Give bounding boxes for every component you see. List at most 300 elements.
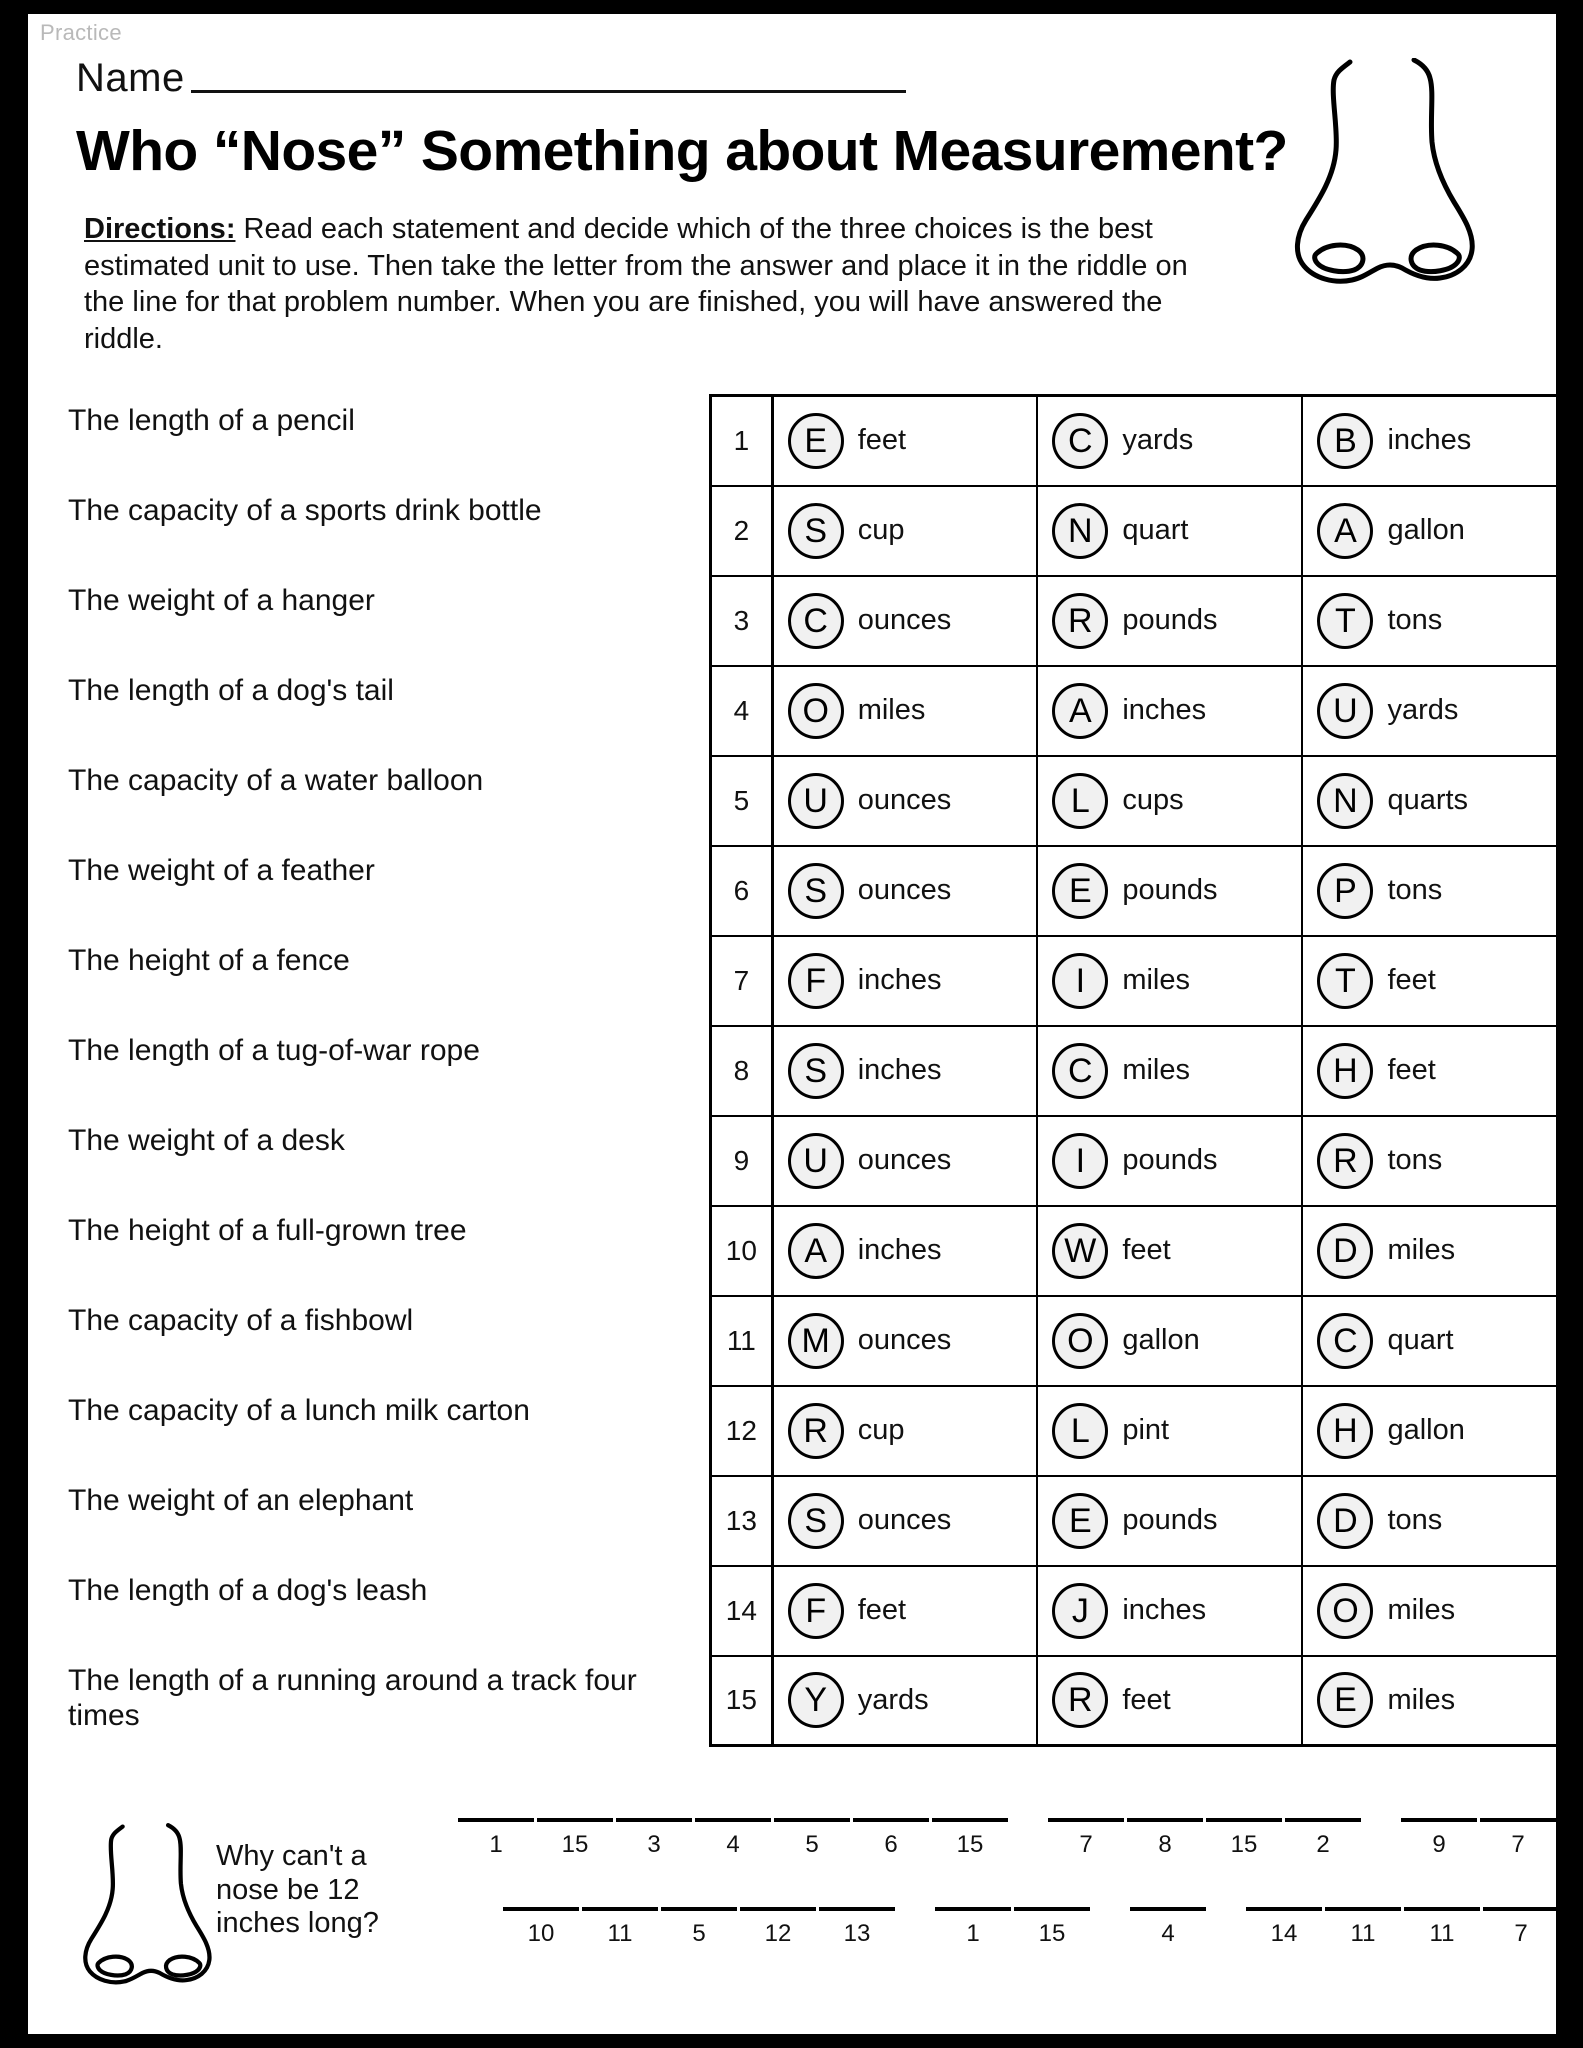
answer-option-cell[interactable] <box>1302 936 1556 1026</box>
problem-number: 15 <box>711 1656 773 1746</box>
directions-label: Directions: <box>84 213 236 245</box>
answer-letter-bubble[interactable]: I <box>1052 953 1108 1009</box>
answer-unit-label: tons <box>1387 1504 1443 1536</box>
nose-illustration-bottom <box>80 1814 215 2004</box>
riddle-blank-line[interactable] <box>616 1818 692 1822</box>
answer-option-cell[interactable] <box>1302 576 1556 666</box>
answer-unit-label: pounds <box>1122 604 1218 636</box>
answer-option-cell[interactable] <box>1037 1116 1302 1206</box>
answer-option-cell[interactable] <box>1037 1476 1302 1566</box>
answer-letter-bubble[interactable]: C <box>788 593 844 649</box>
answer-letter-bubble[interactable]: S <box>788 863 844 919</box>
answer-option[interactable] <box>774 413 1037 469</box>
problem-number: 4 <box>711 666 773 756</box>
riddle-blank-line[interactable] <box>1206 1818 1282 1822</box>
answer-letter-bubble[interactable]: N <box>1317 773 1373 829</box>
answer-unit-label: ounces <box>857 1144 952 1176</box>
problem-number: 6 <box>711 846 773 936</box>
answer-unit-label: pounds <box>1122 1504 1218 1536</box>
answer-letter-bubble[interactable]: R <box>1317 1133 1373 1189</box>
answer-letter-bubble[interactable]: E <box>1052 1493 1108 1549</box>
answer-option-cell[interactable] <box>772 1296 1037 1386</box>
riddle-blank[interactable] <box>932 1818 1008 1859</box>
answer-option[interactable] <box>1038 1583 1301 1639</box>
answer-unit-label: pounds <box>1122 1144 1218 1176</box>
riddle-blank[interactable] <box>582 1907 658 1948</box>
answer-unit-label: inches <box>857 964 942 996</box>
answer-letter-bubble[interactable]: M <box>788 1313 844 1369</box>
riddle-blank[interactable] <box>1127 1818 1203 1859</box>
answer-option[interactable] <box>1303 1403 1556 1459</box>
answer-option-cell[interactable] <box>772 1476 1037 1566</box>
answer-option[interactable] <box>774 593 1037 649</box>
answer-letter-bubble[interactable]: S <box>788 1493 844 1549</box>
answer-option-cell[interactable] <box>1302 1566 1556 1656</box>
riddle-blank-line[interactable] <box>935 1907 1011 1911</box>
answer-option[interactable] <box>1303 593 1556 649</box>
answer-option-cell[interactable] <box>1302 1386 1556 1476</box>
riddle-blank-line[interactable] <box>582 1907 658 1911</box>
statement-item: The length of a pencil <box>68 404 355 437</box>
answer-option-cell[interactable] <box>772 846 1037 936</box>
table-row <box>711 756 1557 846</box>
answer-option-cell[interactable] <box>1302 1296 1556 1386</box>
answer-letter-bubble[interactable]: S <box>788 503 844 559</box>
answer-unit-label: feet <box>857 1594 907 1626</box>
riddle-blank-number: 5 <box>805 1831 819 1858</box>
answer-option[interactable] <box>1038 1043 1301 1099</box>
riddle-word-group <box>458 1818 1011 1859</box>
answer-option-cell[interactable] <box>1037 1296 1302 1386</box>
answer-option-cell[interactable] <box>1037 1386 1302 1476</box>
answer-option[interactable] <box>1038 1672 1301 1728</box>
answer-option-cell[interactable] <box>772 1566 1037 1656</box>
answer-option[interactable] <box>1303 863 1556 919</box>
answer-letter-bubble[interactable]: A <box>788 1223 844 1279</box>
answer-option-cell[interactable] <box>1302 486 1556 576</box>
riddle-blank[interactable] <box>537 1818 613 1859</box>
answer-option-cell[interactable] <box>772 666 1037 756</box>
statement-item: The height of a full-grown tree <box>68 1214 467 1247</box>
riddle-blank-line[interactable] <box>1285 1818 1361 1822</box>
answer-option[interactable] <box>774 1043 1037 1099</box>
statement-item: The weight of an elephant <box>68 1484 414 1517</box>
answer-letter-bubble[interactable]: B <box>1317 413 1373 469</box>
riddle-blank-line[interactable] <box>537 1818 613 1822</box>
answer-option[interactable] <box>1038 1313 1301 1369</box>
answer-option[interactable] <box>1038 863 1301 919</box>
answer-letter-bubble[interactable]: D <box>1317 1493 1373 1549</box>
riddle-blank-number: 11 <box>1429 1920 1455 1947</box>
answer-letter-bubble[interactable]: I <box>1052 1133 1108 1189</box>
answer-choice-body <box>711 396 1557 1746</box>
answer-letter-bubble[interactable]: O <box>1317 1583 1373 1639</box>
riddle-blank-number: 4 <box>1161 1920 1175 1947</box>
riddle-blank[interactable] <box>774 1818 850 1859</box>
answer-letter-bubble[interactable]: P <box>1317 863 1373 919</box>
riddle-blank-line[interactable] <box>1480 1818 1556 1822</box>
answer-option[interactable] <box>1303 1223 1556 1279</box>
riddle-blank[interactable] <box>853 1818 929 1859</box>
answer-option[interactable] <box>1038 683 1301 739</box>
answer-option[interactable] <box>774 503 1037 559</box>
answer-unit-label: feet <box>1387 1054 1436 1086</box>
riddle-blank[interactable] <box>1246 1907 1322 1948</box>
answer-unit-label: tons <box>1387 604 1443 636</box>
table-row <box>711 576 1557 666</box>
answer-unit-label: feet <box>1122 1234 1171 1266</box>
answer-letter-bubble[interactable]: C <box>1052 1043 1108 1099</box>
answer-letter-bubble[interactable]: U <box>1317 683 1373 739</box>
riddle-blank-number: 15 <box>561 1831 589 1858</box>
statement-item: The capacity of a fishbowl <box>68 1304 414 1337</box>
statement-item: The length of a running around a track four times <box>68 1664 637 1733</box>
answer-option[interactable] <box>774 773 1037 829</box>
riddle-blank[interactable] <box>1014 1907 1090 1948</box>
table-row <box>711 1566 1557 1656</box>
answer-option[interactable] <box>1038 1403 1301 1459</box>
answer-unit-label: cup <box>857 514 905 546</box>
answer-letter-bubble[interactable]: O <box>1052 1313 1108 1369</box>
answer-option[interactable] <box>774 1583 1037 1639</box>
table-row <box>711 486 1557 576</box>
answer-unit-label: yards <box>1387 694 1459 726</box>
riddle-question: Why can't a nose be 12 inches long? <box>216 1840 379 1940</box>
answer-unit-label: quart <box>1387 1324 1454 1356</box>
riddle-blank-line[interactable] <box>458 1818 534 1822</box>
answer-option-cell[interactable] <box>1037 396 1302 486</box>
nose-illustration-top <box>1290 58 1480 298</box>
answer-letter-bubble[interactable]: F <box>788 953 844 1009</box>
answer-option-cell[interactable] <box>1302 1026 1556 1116</box>
problem-number: 13 <box>711 1476 773 1566</box>
riddle-blank[interactable] <box>1401 1818 1477 1859</box>
riddle-blank-line[interactable] <box>1483 1907 1556 1911</box>
name-row <box>76 56 906 101</box>
answer-letter-bubble[interactable]: S <box>788 1043 844 1099</box>
statement-item: The weight of a desk <box>68 1124 345 1157</box>
riddle-blank-line[interactable] <box>1130 1907 1206 1911</box>
answer-letter-bubble[interactable]: H <box>1317 1043 1373 1099</box>
answer-option[interactable] <box>774 1223 1037 1279</box>
riddle-blank[interactable] <box>616 1818 692 1859</box>
answer-option[interactable] <box>774 1672 1037 1728</box>
answer-option-cell[interactable] <box>772 1656 1037 1746</box>
answer-unit-label: quarts <box>1387 784 1469 816</box>
answer-option[interactable] <box>1303 1672 1556 1728</box>
answer-option-cell[interactable] <box>772 486 1037 576</box>
riddle-blank-line[interactable] <box>1404 1907 1480 1911</box>
problem-number: 7 <box>711 936 773 1026</box>
answer-option[interactable] <box>1038 1223 1301 1279</box>
answer-letter-bubble[interactable]: W <box>1052 1223 1108 1279</box>
answer-option[interactable] <box>1303 1133 1556 1189</box>
practice-tag: Practice <box>40 20 122 45</box>
answer-option[interactable] <box>774 863 1037 919</box>
riddle-blank-line[interactable] <box>1401 1818 1477 1822</box>
answer-letter-bubble[interactable]: F <box>788 1583 844 1639</box>
statement-item: The capacity of a water balloon <box>68 764 484 797</box>
answer-unit-label: gallon <box>1387 514 1465 546</box>
answer-unit-label: pounds <box>1122 874 1218 906</box>
answer-unit-label: miles <box>1387 1683 1456 1716</box>
riddle-blank[interactable] <box>458 1818 534 1859</box>
riddle-blank[interactable] <box>935 1907 1011 1948</box>
answer-letter-bubble[interactable]: L <box>1052 1403 1108 1459</box>
answer-letter-bubble[interactable]: U <box>788 773 844 829</box>
answer-option-cell[interactable] <box>1037 486 1302 576</box>
riddle-blank-number: 8 <box>1158 1831 1172 1858</box>
answer-option-cell[interactable] <box>772 756 1037 846</box>
answer-option-cell[interactable] <box>772 1206 1037 1296</box>
answer-unit-label: inches <box>1122 1594 1207 1626</box>
answer-option-cell[interactable] <box>1037 1656 1302 1746</box>
answer-letter-bubble[interactable]: R <box>1052 593 1108 649</box>
answer-unit-label: inches <box>1122 694 1207 726</box>
answer-option-cell[interactable] <box>772 1026 1037 1116</box>
riddle-blank-number: 15 <box>1230 1831 1258 1858</box>
riddle-blank-line[interactable] <box>661 1907 737 1911</box>
problem-number: 14 <box>711 1566 773 1656</box>
riddle-blank-number: 2 <box>1316 1831 1330 1858</box>
riddle-blank[interactable] <box>695 1818 771 1859</box>
answer-unit-label: gallon <box>1387 1414 1465 1446</box>
statement-item: The length of a dog's tail <box>68 674 394 707</box>
answer-option[interactable] <box>1038 413 1301 469</box>
riddle-word-group <box>503 1907 898 1948</box>
answer-unit-label: cup <box>857 1414 905 1446</box>
answer-option[interactable] <box>1038 773 1301 829</box>
riddle-blank-number: 11 <box>1350 1920 1376 1947</box>
answer-letter-bubble[interactable]: C <box>1317 1313 1373 1369</box>
answer-option-cell[interactable] <box>1037 846 1302 936</box>
riddle-blank[interactable] <box>1325 1907 1401 1948</box>
riddle-blank-line[interactable] <box>853 1818 929 1822</box>
answer-option-cell[interactable] <box>1302 756 1556 846</box>
statement-item: The height of a fence <box>68 944 350 977</box>
answer-letter-bubble[interactable]: A <box>1317 503 1373 559</box>
riddle-blank-number: 11 <box>607 1920 633 1947</box>
riddle-blank-number: 5 <box>692 1920 706 1947</box>
riddle-blank-line[interactable] <box>1127 1818 1203 1822</box>
worksheet-page <box>28 14 1556 2034</box>
riddle-blank-line[interactable] <box>774 1818 850 1822</box>
answer-letter-bubble[interactable]: R <box>1052 1672 1108 1728</box>
statement-item: The length of a dog's leash <box>68 1574 428 1607</box>
answer-option-cell[interactable] <box>1302 1116 1556 1206</box>
answer-option[interactable] <box>1038 593 1301 649</box>
answer-option[interactable] <box>1303 683 1556 739</box>
riddle-blank[interactable] <box>1130 1907 1206 1948</box>
answer-letter-bubble[interactable]: A <box>1052 683 1108 739</box>
answer-letter-bubble[interactable]: H <box>1317 1403 1373 1459</box>
riddle-blank-line[interactable] <box>819 1907 895 1911</box>
answer-unit-label: cups <box>1122 784 1184 816</box>
riddle-word-group <box>935 1907 1093 1948</box>
riddle-answer-area <box>458 1818 1556 1948</box>
riddle-blank-number: 9 <box>1432 1831 1446 1858</box>
riddle-blank-line[interactable] <box>503 1907 579 1911</box>
answer-unit-label: ounces <box>857 604 952 636</box>
problem-number: 12 <box>711 1386 773 1476</box>
answer-unit-label: miles <box>1387 1234 1456 1266</box>
riddle-blank[interactable] <box>661 1907 737 1948</box>
answer-unit-label: miles <box>1387 1594 1456 1626</box>
answer-unit-label: pint <box>1122 1414 1170 1446</box>
answer-option-cell[interactable] <box>1302 1476 1556 1566</box>
riddle-word-group <box>1246 1907 1556 1948</box>
table-row <box>711 396 1557 486</box>
answer-option[interactable] <box>1303 503 1556 559</box>
answer-option[interactable] <box>1038 503 1301 559</box>
riddle-blank[interactable] <box>1404 1907 1480 1948</box>
riddle-blank-number: 1 <box>966 1920 980 1947</box>
answer-letter-bubble[interactable]: N <box>1052 503 1108 559</box>
statement-item: The capacity of a lunch milk carton <box>68 1394 530 1427</box>
answer-option-cell[interactable] <box>1302 846 1556 936</box>
answer-letter-bubble[interactable]: E <box>1052 863 1108 919</box>
riddle-blank-number: 7 <box>1514 1920 1528 1947</box>
answer-option-cell[interactable] <box>1302 666 1556 756</box>
table-row <box>711 846 1557 936</box>
answer-option[interactable] <box>1303 1493 1556 1549</box>
problem-number: 10 <box>711 1206 773 1296</box>
answer-unit-label: tons <box>1387 874 1443 906</box>
riddle-blank[interactable] <box>1483 1907 1556 1948</box>
name-label: Name <box>76 56 185 100</box>
answer-option-cell[interactable] <box>772 936 1037 1026</box>
problem-number: 8 <box>711 1026 773 1116</box>
answer-option-cell[interactable] <box>772 576 1037 666</box>
answer-unit-label: gallon <box>1122 1324 1200 1356</box>
riddle-blank-number: 15 <box>956 1831 984 1858</box>
answer-option[interactable] <box>1038 1133 1301 1189</box>
answer-option[interactable] <box>1038 953 1301 1009</box>
answer-option[interactable] <box>1038 1493 1301 1549</box>
riddle-blank[interactable] <box>819 1907 895 1948</box>
problem-number: 11 <box>711 1296 773 1386</box>
riddle-blank-line[interactable] <box>695 1818 771 1822</box>
answer-option-cell[interactable] <box>1037 1206 1302 1296</box>
answer-option-cell[interactable] <box>772 396 1037 486</box>
answer-option[interactable] <box>1303 1583 1556 1639</box>
answer-option-cell[interactable] <box>1302 1206 1556 1296</box>
answer-option[interactable] <box>774 683 1037 739</box>
answer-letter-bubble[interactable]: U <box>788 1133 844 1189</box>
answer-unit-label: inches <box>1387 424 1472 457</box>
table-row <box>711 1026 1557 1116</box>
answer-choice-table <box>709 394 1556 1747</box>
answer-letter-bubble[interactable]: E <box>1317 1672 1373 1728</box>
answer-option-cell[interactable] <box>1302 1656 1556 1746</box>
table-row <box>711 1656 1557 1746</box>
answer-option[interactable] <box>774 1493 1037 1549</box>
riddle-word-group <box>1130 1907 1209 1948</box>
riddle-blank-line[interactable] <box>1014 1907 1090 1911</box>
statement-item: The capacity of a sports drink bottle <box>68 494 542 527</box>
answer-option[interactable] <box>774 1403 1037 1459</box>
table-row <box>711 1476 1557 1566</box>
riddle-blank[interactable] <box>1480 1818 1556 1859</box>
answer-option-cell[interactable] <box>1037 756 1302 846</box>
table-row <box>711 1116 1557 1206</box>
riddle-blank-number: 7 <box>1511 1831 1525 1858</box>
answer-letter-bubble[interactable]: C <box>1052 413 1108 469</box>
table-row <box>711 1296 1557 1386</box>
answer-option-cell[interactable] <box>1302 396 1556 486</box>
answer-letter-bubble[interactable]: L <box>1052 773 1108 829</box>
riddle-blank-number: 1 <box>489 1831 503 1858</box>
answer-unit-label: feet <box>1122 1683 1171 1716</box>
table-row <box>711 1386 1557 1476</box>
answer-option-cell[interactable] <box>1037 1026 1302 1116</box>
answer-option-cell[interactable] <box>772 1116 1037 1206</box>
answer-option-cell[interactable] <box>1037 1566 1302 1656</box>
riddle-blank-line[interactable] <box>740 1907 816 1911</box>
name-write-in-line[interactable] <box>191 90 906 93</box>
statement-item: The weight of a feather <box>68 854 375 887</box>
riddle-word-group <box>1401 1818 1556 1859</box>
riddle-blank-line[interactable] <box>1325 1907 1401 1911</box>
answer-letter-bubble[interactable]: J <box>1052 1583 1108 1639</box>
answer-option-cell[interactable] <box>772 1386 1037 1476</box>
answer-option[interactable] <box>1303 953 1556 1009</box>
riddle-blank[interactable] <box>1206 1818 1282 1859</box>
answer-option[interactable] <box>774 1133 1037 1189</box>
riddle-blank[interactable] <box>503 1907 579 1948</box>
answer-letter-bubble[interactable]: E <box>788 413 844 469</box>
answer-option[interactable] <box>1303 413 1556 469</box>
answer-unit-label: ounces <box>857 874 952 906</box>
answer-option[interactable] <box>1303 773 1556 829</box>
answer-unit-label: ounces <box>857 1504 952 1536</box>
table-row <box>711 666 1557 756</box>
riddle-blank[interactable] <box>1048 1818 1124 1859</box>
answer-option-cell[interactable] <box>1037 666 1302 756</box>
problem-number: 2 <box>711 486 773 576</box>
page-title: Who “Nose” Something about Measurement? <box>76 119 1288 183</box>
problem-number: 5 <box>711 756 773 846</box>
riddle-blank[interactable] <box>740 1907 816 1948</box>
answer-option[interactable] <box>774 1313 1037 1369</box>
riddle-blank-number: 6 <box>884 1831 898 1858</box>
riddle-blank-line[interactable] <box>1048 1818 1124 1822</box>
statement-list <box>68 399 678 1759</box>
answer-option-cell[interactable] <box>1037 576 1302 666</box>
answer-letter-bubble[interactable]: T <box>1317 593 1373 649</box>
problem-number: 9 <box>711 1116 773 1206</box>
answer-unit-label: miles <box>1122 1054 1190 1086</box>
answer-option[interactable] <box>774 953 1037 1009</box>
answer-letter-bubble[interactable]: R <box>788 1403 844 1459</box>
riddle-blank-line[interactable] <box>932 1818 1008 1822</box>
riddle-blank-line[interactable] <box>1246 1907 1322 1911</box>
answer-letter-bubble[interactable]: Y <box>788 1672 844 1728</box>
riddle-blank-number: 14 <box>1270 1920 1298 1947</box>
answer-letter-bubble[interactable]: O <box>788 683 844 739</box>
riddle-blank[interactable] <box>1285 1818 1361 1859</box>
answer-option[interactable] <box>1303 1313 1556 1369</box>
answer-unit-label: ounces <box>857 784 952 816</box>
answer-option[interactable] <box>1303 1043 1556 1099</box>
answer-letter-bubble[interactable]: D <box>1317 1223 1373 1279</box>
problem-number: 3 <box>711 576 773 666</box>
answer-unit-label: inches <box>857 1054 942 1086</box>
answer-letter-bubble[interactable]: T <box>1317 953 1373 1009</box>
answer-option-cell[interactable] <box>1037 936 1302 1026</box>
riddle-blank-number: 10 <box>527 1920 555 1947</box>
riddle-blank-number: 4 <box>726 1831 740 1858</box>
